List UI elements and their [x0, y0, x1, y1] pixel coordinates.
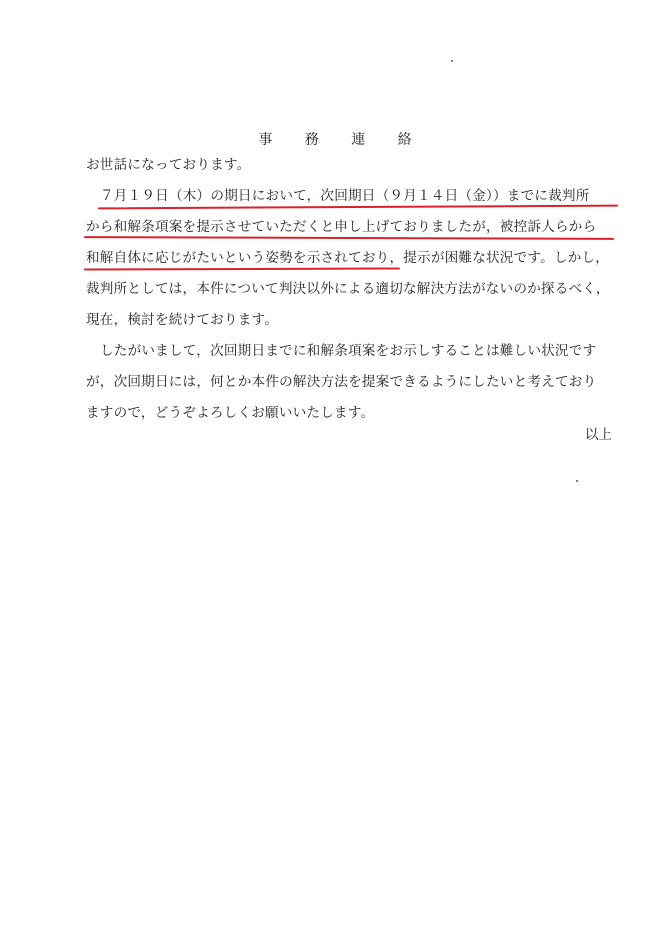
- body-line-1: ７月１９日（木）の期日において，次回期日（９月１４日（金））までに裁判所: [100, 188, 590, 204]
- body-line-6: したがいまして，次回期日までに和解条項案をお示しすることは難しい状況です: [100, 343, 597, 359]
- scan-speck: [451, 60, 453, 62]
- closing-mark: 以上: [584, 427, 612, 443]
- body-line-2: から和解条項案を提示させていただくと申し上げておりましたが，被控訴人らから: [86, 219, 597, 235]
- red-underline-3: [84, 267, 400, 270]
- greeting-line: お世話になっております。: [86, 157, 251, 173]
- document-title: 事 務 連 絡: [258, 132, 426, 148]
- body-line-4: 裁判所としては，本件について判決以外による適切な解決方法がないのか探るべく，: [86, 281, 610, 297]
- body-line-3: 和解自体に応じがたいという姿勢を示されており，提示が困難な状況です。しかし，: [86, 250, 610, 266]
- body-line-8: ますので，どうぞよろしくお願いいたします。: [86, 405, 375, 421]
- body-line-5: 現在，検討を続けております。: [86, 312, 279, 328]
- scan-speck: [576, 480, 578, 482]
- body-line-7: が，次回期日には，何とか本件の解決方法を提案できるようにしたいと考えており: [86, 374, 597, 390]
